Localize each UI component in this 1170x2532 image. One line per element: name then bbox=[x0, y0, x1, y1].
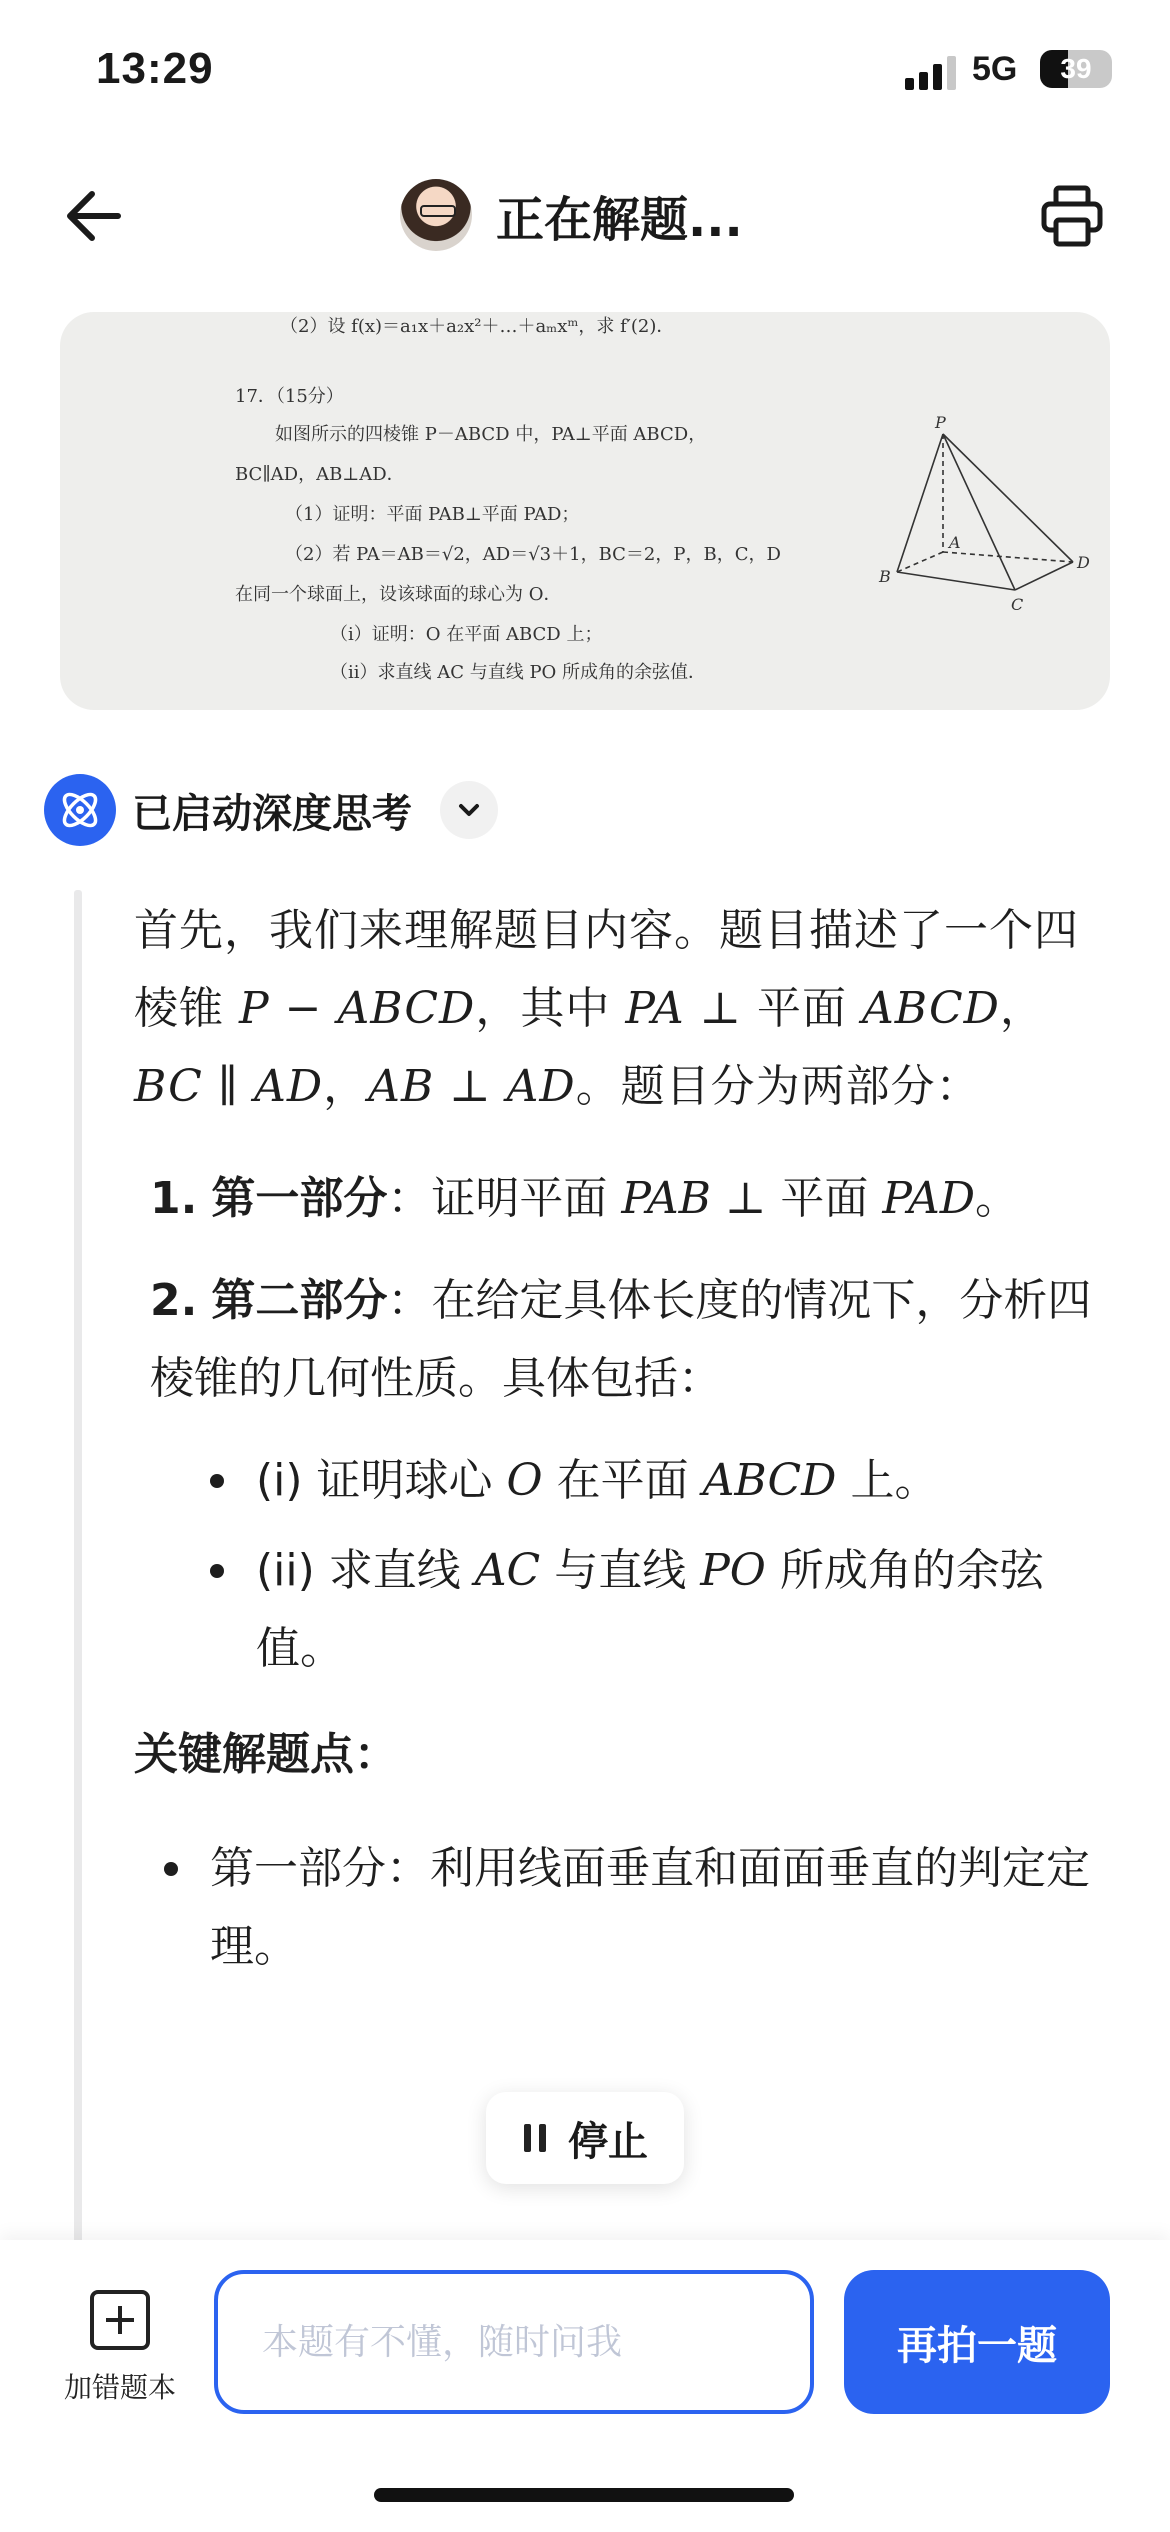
diagram-label: B bbox=[879, 567, 891, 586]
signal-icon bbox=[905, 56, 957, 90]
item-text: (i) 证明球心 bbox=[256, 1455, 507, 1506]
item-number: 2. bbox=[150, 1275, 198, 1326]
expand-toggle[interactable] bbox=[440, 781, 498, 839]
item-heading: 第一部分 bbox=[211, 1173, 388, 1224]
question-line: （2）设 f(x)＝a₁x＋a₂x²＋…＋aₘxᵐ，求 f′(2)． bbox=[280, 316, 675, 337]
math-expr: PA ⊥ bbox=[625, 983, 743, 1034]
list-item bbox=[150, 1160, 1094, 1238]
key-points-list bbox=[164, 1830, 1094, 1986]
item-heading: 第一部分 bbox=[210, 1843, 386, 1894]
intro-text: ， bbox=[323, 1061, 369, 1112]
diagram-label: D bbox=[1077, 553, 1090, 572]
add-note-icon bbox=[90, 2290, 150, 2350]
sub-list bbox=[210, 1442, 1094, 1688]
intro-text: ，其中 bbox=[475, 983, 626, 1034]
item-text: 平面 bbox=[766, 1173, 883, 1224]
math-expr: O bbox=[506, 1455, 543, 1506]
chevron-down-icon bbox=[440, 781, 498, 839]
intro-text: ， bbox=[999, 983, 1045, 1034]
question-line: 17．（15分） bbox=[235, 386, 344, 407]
status-time: 13:29 bbox=[96, 44, 214, 93]
thinking-divider bbox=[74, 890, 82, 2250]
item-text: (ii) 求直线 bbox=[256, 1545, 475, 1596]
question-line: （ⅰ）证明：O 在平面 ABCD 上； bbox=[330, 624, 603, 645]
sub-item bbox=[210, 1442, 1094, 1520]
arrow-left-icon bbox=[60, 180, 132, 252]
avatar bbox=[400, 179, 472, 251]
pause-icon bbox=[522, 2124, 548, 2152]
intro-paragraph bbox=[134, 892, 1094, 1126]
thinking-content bbox=[134, 892, 1094, 1986]
nav-center bbox=[400, 160, 743, 270]
stop-label: 停止 bbox=[568, 2118, 648, 2165]
diagram-label: P bbox=[935, 413, 946, 432]
stop-button[interactable] bbox=[486, 2092, 684, 2184]
ask-input[interactable] bbox=[214, 2270, 814, 2414]
retake-button[interactable]: 再拍一题 bbox=[844, 2270, 1110, 2414]
intro-text: 首先，我们来理解题目内容。题目描述了一个四棱锥 bbox=[134, 905, 1079, 1034]
question-line: BC∥AD，AB⊥AD． bbox=[235, 464, 405, 485]
item-text: 。 bbox=[975, 1173, 1019, 1224]
bottom-bar bbox=[0, 2240, 1170, 2532]
question-line: （2）若 PA＝AB＝√2，AD＝√3＋1，BC＝2，P，B，C，D bbox=[285, 544, 781, 565]
page-title: 正在解题... bbox=[496, 191, 743, 248]
math-expr: ABCD bbox=[862, 983, 1000, 1034]
math-expr: BC ∥ AD bbox=[134, 1061, 324, 1112]
home-indicator[interactable] bbox=[374, 2488, 794, 2502]
sub-item bbox=[210, 1532, 1094, 1688]
item-text: ：在给定具体长度的情况下，分析四棱锥的几何性质。具体包括： bbox=[150, 1275, 1092, 1404]
question-image[interactable] bbox=[60, 312, 1110, 710]
math-expr: PAB ⊥ bbox=[621, 1173, 767, 1224]
status-bar bbox=[0, 0, 1170, 150]
print-button[interactable] bbox=[1038, 182, 1106, 250]
pyramid-diagram bbox=[875, 412, 1095, 622]
deep-thinking-label: 已启动深度思考 bbox=[132, 790, 412, 837]
add-mistake-button[interactable] bbox=[50, 2280, 190, 2430]
battery-icon bbox=[1040, 50, 1112, 88]
item-heading: 第二部分 bbox=[211, 1275, 388, 1326]
item-text: 所成角的余弦值。 bbox=[256, 1545, 1044, 1674]
nav-header bbox=[0, 160, 1170, 270]
diagram-label: C bbox=[1011, 595, 1024, 614]
math-expr: P − ABCD bbox=[239, 983, 476, 1034]
item-text: 上。 bbox=[836, 1455, 939, 1506]
question-line: （1）证明：平面 PAB⊥平面 PAD； bbox=[285, 504, 580, 525]
add-mistake-label: 加错题本 bbox=[63, 2371, 176, 2404]
back-button[interactable] bbox=[60, 180, 132, 252]
math-expr: AB ⊥ AD bbox=[368, 1061, 576, 1112]
deep-thinking-header[interactable] bbox=[44, 770, 498, 850]
math-expr: AC bbox=[474, 1545, 541, 1596]
battery-level: 39 bbox=[1060, 53, 1092, 84]
math-expr: PAD bbox=[882, 1173, 975, 1224]
intro-text: 。题目分为两部分： bbox=[575, 1061, 981, 1112]
item-text: ：利用线面垂直和面面垂直的判定定理。 bbox=[210, 1843, 1090, 1972]
item-text: 在平面 bbox=[542, 1455, 703, 1506]
math-expr: ABCD bbox=[702, 1455, 837, 1506]
math-expr: PO bbox=[700, 1545, 766, 1596]
item-text: 与直线 bbox=[540, 1545, 701, 1596]
atom-icon bbox=[44, 774, 116, 846]
network-type: 5G bbox=[972, 50, 1018, 88]
key-point-item bbox=[164, 1830, 1094, 1986]
printer-icon bbox=[1038, 182, 1106, 250]
question-line: （ⅱ）求直线 AC 与直线 PO 所成角的余弦值． bbox=[330, 662, 707, 683]
key-points-title: 关键解题点： bbox=[134, 1729, 398, 1780]
item-number: 1. bbox=[150, 1173, 198, 1224]
item-text: ：证明平面 bbox=[387, 1173, 622, 1224]
intro-text: 平面 bbox=[742, 983, 863, 1034]
question-line: 在同一个球面上，设该球面的球心为 O． bbox=[235, 584, 562, 605]
diagram-label: A bbox=[949, 533, 961, 552]
question-line: 如图所示的四棱锥 P－ABCD 中，PA⊥平面 ABCD， bbox=[275, 424, 707, 445]
list-item bbox=[150, 1262, 1094, 1418]
